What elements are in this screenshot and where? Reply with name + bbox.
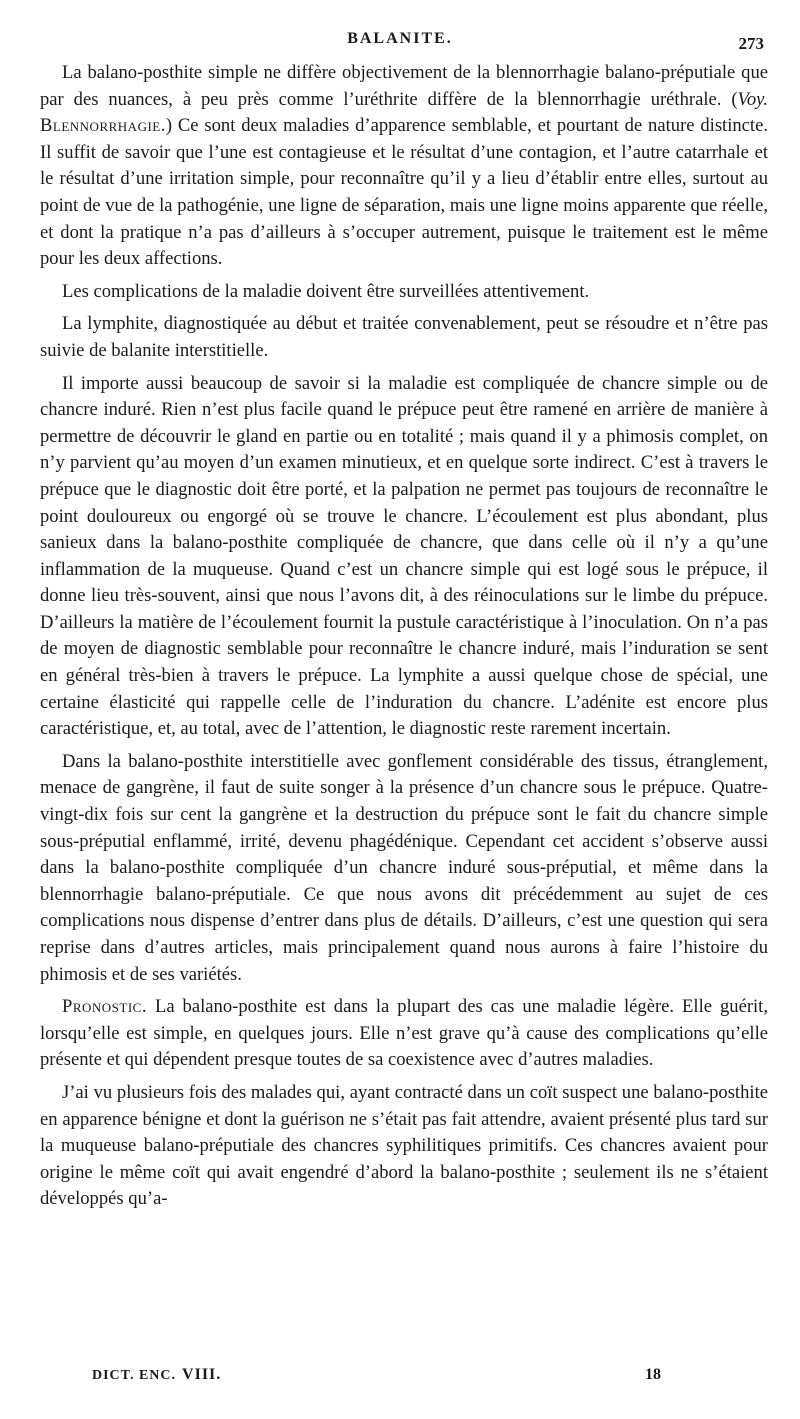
- section-label-pronostic: Pronostic.: [62, 996, 147, 1018]
- page-number: 273: [738, 34, 764, 53]
- paragraph-5: Dans la balano-posthite interstitielle avec gonflement considérable des tissus, étranglement, menace de gangrène, il faut de suite songer à la présence d’un chancre sous le prépuce. Quatre-vingt-dix fois sur cent la gangrène et la destruction du prépuce sont le fait du chancre simple sous-préputial enflammé, irrité, devenu phagédénique. Cependant cet accident s’observe aussi dans la balano-posthite compliquée d’un chancre induré sous-préputial, et même dans la blennorrhagie balano-préputiale. Ce que nous avons dit précédemment au sujet de ces complications nous dispense d’entrer dans plus de détails. D’ailleurs, c’est une question qui sera reprise dans d’autres articles, mais principalement quand nous aurons à faire l’histoire du phimosis et de ses variétés.: [40, 750, 768, 985]
- volume-number: VIII.: [182, 1366, 222, 1383]
- paragraph-7: J’ai vu plusieurs fois des malades qui, ayant contracté dans un coït suspect une balano-posthite en apparence bénigne et dont la guérison ne s’était pas fait attendre, avaient présenté plus tard sur la muqueuse balano-préputiale des chancres syphilitiques primitifs. Ces chancres avaient pour origine le même coït qui avait engendré d’abord la balano-posthite ; seulement ils ne s’étaient développés qu’a-: [40, 1081, 768, 1210]
- paragraph-1: [40, 60, 768, 273]
- signature-text: DICT. ENC.: [92, 1368, 177, 1383]
- paragraph-3: La lymphite, diagnostiquée au début et traitée convenablement, peut se résoudre et n’être pas suivie de balanite interstitielle.: [40, 313, 768, 361]
- running-head: [0, 30, 800, 54]
- paragraph-6-text: La balano-posthite est dans la plupart des cas une maladie légère. Elle guérit, lorsqu’elle est simple, en quelques jours. Elle n’est grave qu’à cause des complications qu’elle présente et qui dépendent presque toutes de sa coexistence avec d’autres maladies.: [40, 996, 768, 1071]
- running-title: BALANITE.: [347, 30, 453, 47]
- paragraph-1-text: La balano-posthite simple ne diffère objectivement de la blennorrhagie balano-préputiale que par des nuances, à peu près comme l’uréthrite diffère de la blennorrhagie uréthrale. (: [40, 62, 768, 110]
- page-footer: [0, 1366, 800, 1390]
- body-text: [40, 60, 768, 1219]
- cross-reference-term: Blennorrhagie.: [40, 115, 166, 137]
- paragraph-6: [40, 994, 768, 1074]
- paragraph-1-rest: ) Ce sont deux maladies d’apparence semblable, et pourtant de nature distincte. Il suffit de savoir que l’une est contagieuse et le résultat d’une contagion, et l’autre catarrhale et le résultat d’une irritation simple, pour reconnaître qu’il y a lieu d’établir entre elles, surtout au point de vue de la pathogénie, une ligne de séparation, mais une ligne moins apparente que réelle, et dont la pratique n’a pas d’ailleurs à s’occuper autrement, puisque le traitement est le même pour les deux affections.: [40, 115, 768, 270]
- paragraph-4: Il importe aussi beaucoup de savoir si la maladie est compliquée de chancre simple ou de chancre induré. Rien n’est plus facile quand le prépuce peut être ramené en arrière de manière à permettre de découvrir le gland en partie ou en totalité ; mais quand il y a phimosis complet, on n’y parvient qu’au moyen d’un examen minutieux, et en quelque sorte indirect. C’est à travers le prépuce que le diagnostic doit être porté, et la palpation ne permet pas toujours de reconnaître le point douloureux ou engorgé où se trouve le chancre. L’écoulement est plus abondant, plus sanieux dans la balano-posthite compliquée de chancre, que dans celle où il n’y a qu’une inflammation de la muqueuse. Quand c’est un chancre simple qui est logé sous le prépuce, il donne lieu très-souvent, ainsi que nous l’avons dit, à des réinoculations sur le limbe du prépuce. D’ailleurs la matière de l’écoulement fournit la pustule caractéristique à l’inoculation. On n’a pas de moyen de diagnostic semblable pour reconnaître le chancre induré, mais l’induration se sent en général très-bien à travers le prépuce. La lymphite a aussi quelque chose de spécial, une certaine élasticité qui rappelle celle de l’induration du chancre. L’adénite est encore plus caractéristique, et, au total, avec de l’attention, le diagnostic reste rarement incertain.: [40, 372, 768, 740]
- sheet-number: 18: [645, 1366, 661, 1383]
- cross-reference-voy: Voy.: [737, 88, 768, 110]
- paragraph-2: Les complications de la maladie doivent être surveillées attentivement.: [62, 280, 590, 302]
- printer-signature: [92, 1366, 221, 1384]
